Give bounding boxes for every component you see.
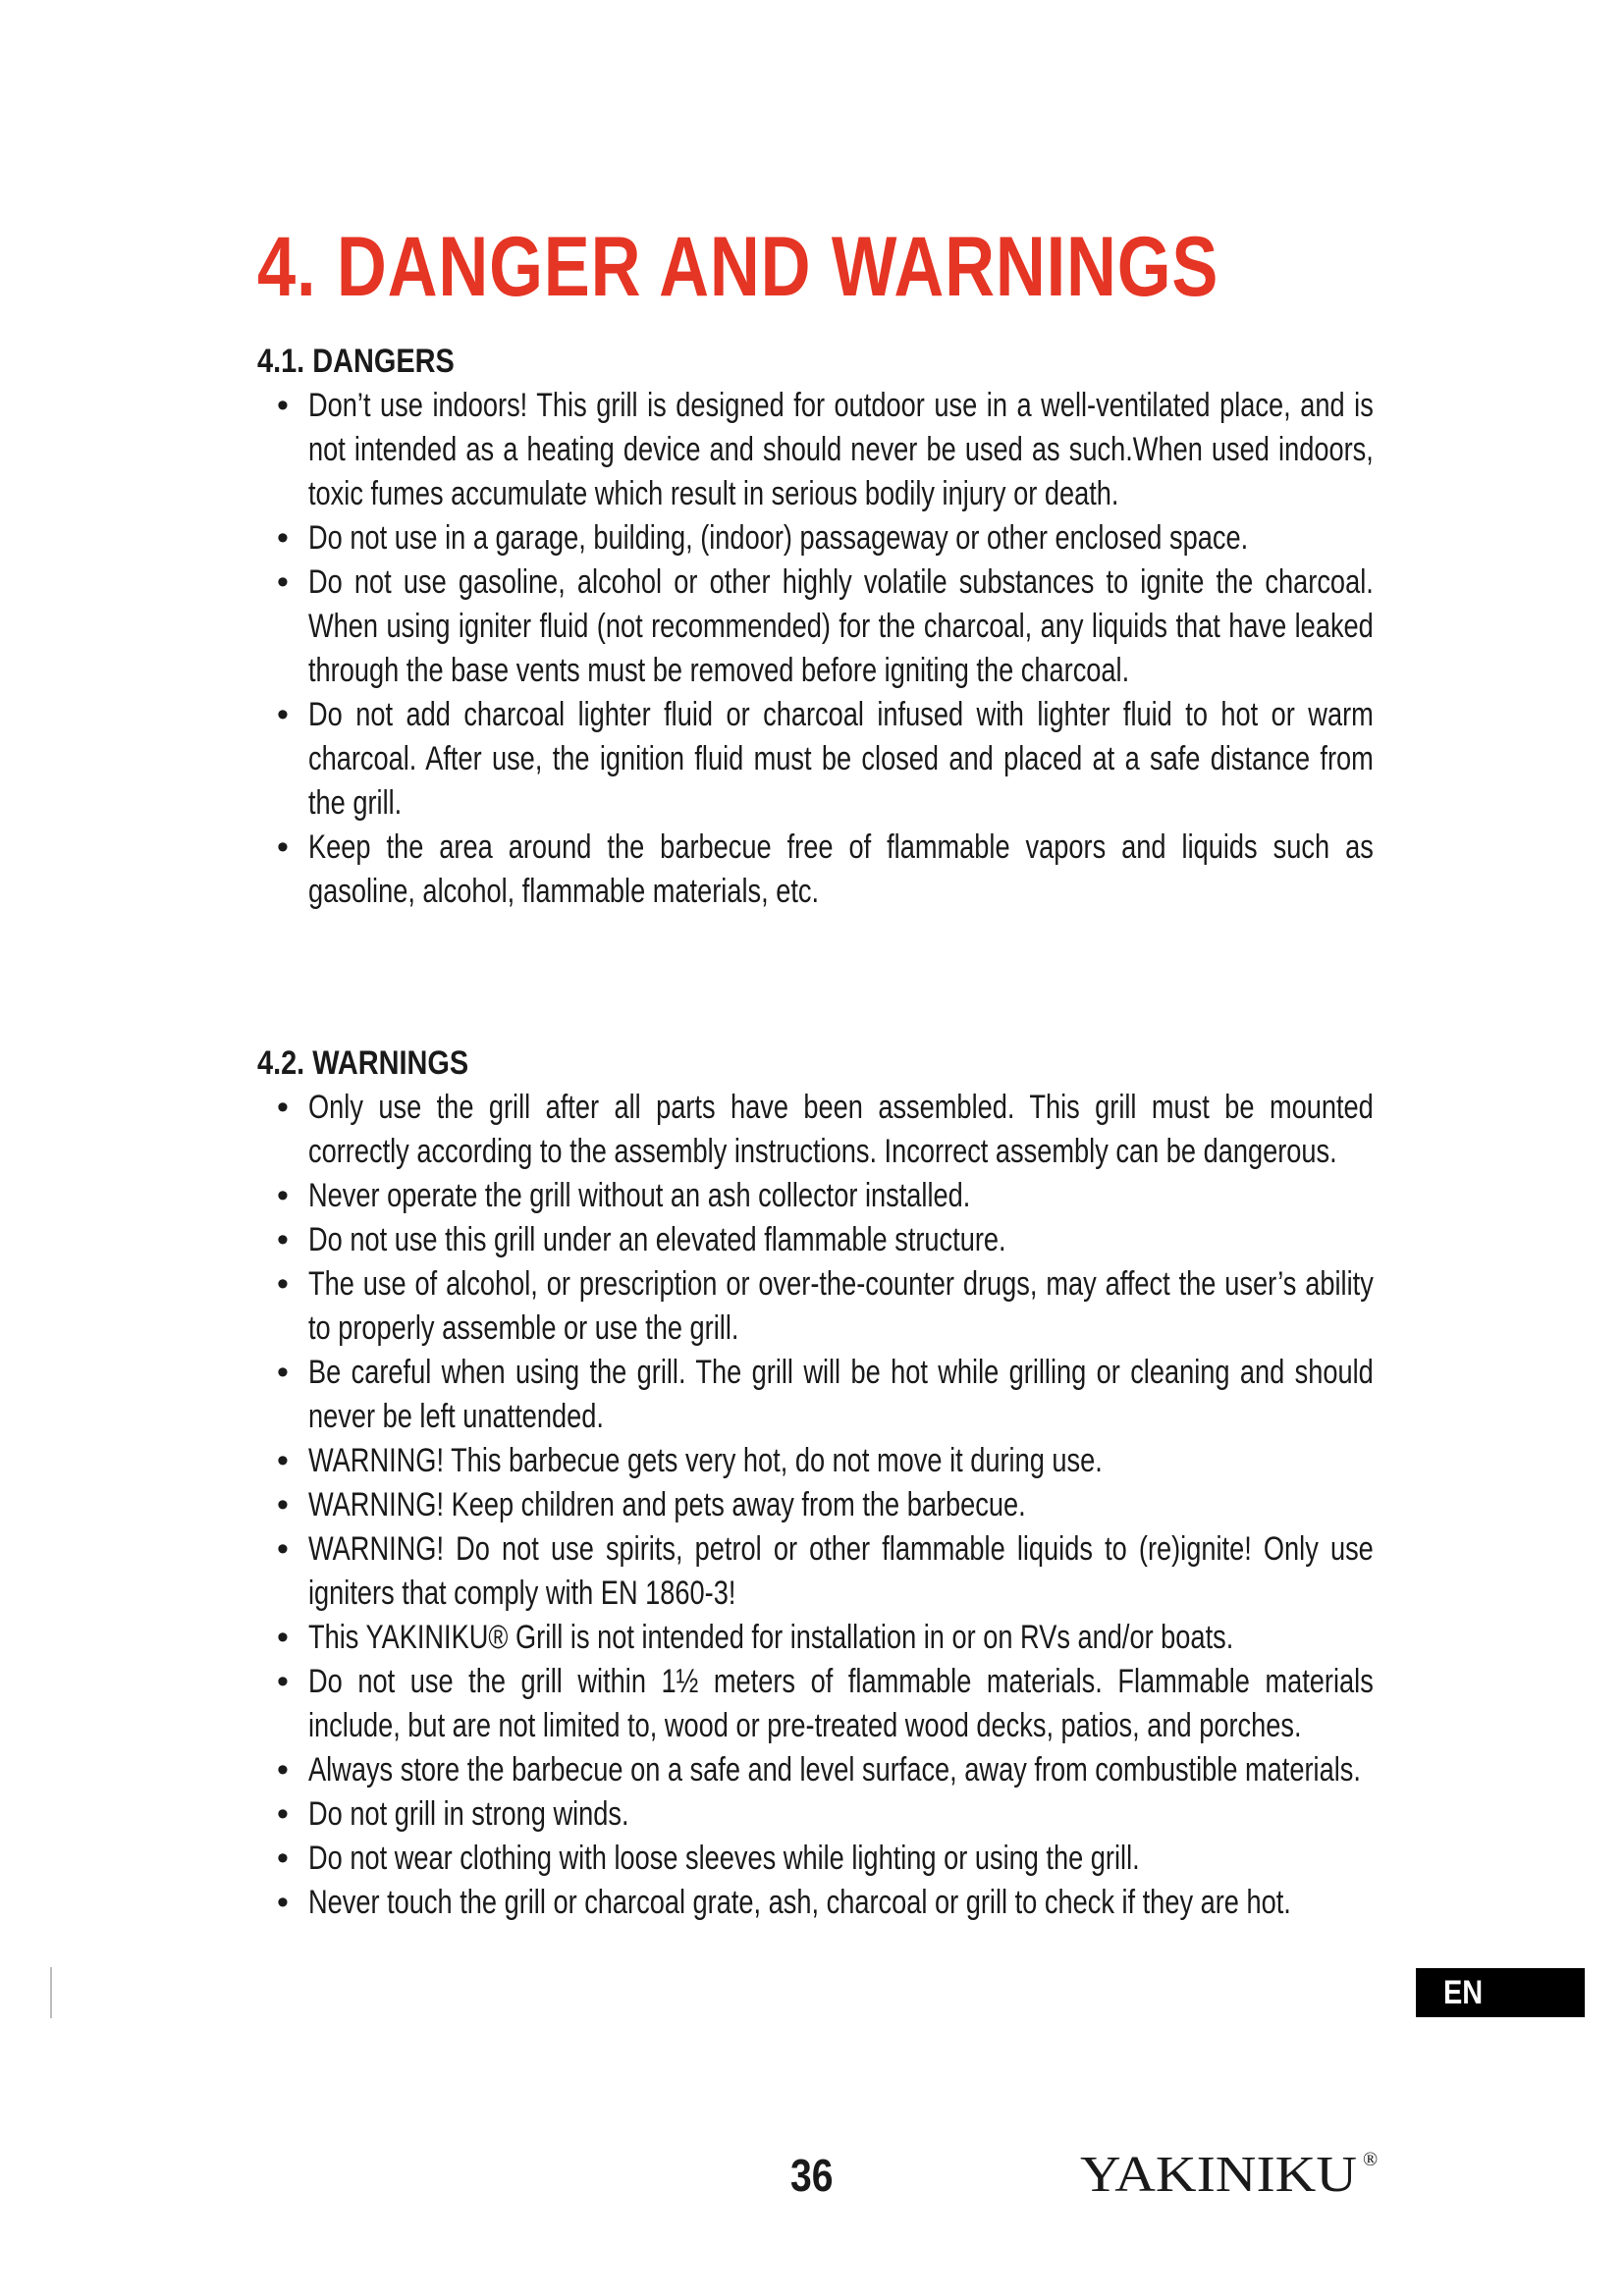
bullet-icon: • — [277, 519, 289, 557]
list-item — [277, 1439, 1386, 1483]
page-title: 4. DANGER AND WARNINGS — [257, 220, 1219, 314]
bullet-icon: • — [277, 828, 289, 866]
list-item — [277, 1218, 1386, 1262]
language-tab — [1416, 1968, 1585, 2017]
warnings-heading: 4.2. WARNINGS — [257, 1044, 469, 1082]
list-item — [277, 826, 1386, 914]
list-item-text: The use of alcohol, or prescription or over-the-counter drugs, may affect the user’s ability to properly assemble or use the grill. — [308, 1265, 1374, 1347]
bullet-icon: • — [277, 1221, 289, 1258]
bullet-icon: • — [277, 696, 289, 733]
margin-rule — [50, 1967, 52, 2018]
dangers-list — [277, 384, 1386, 914]
list-item — [277, 1881, 1386, 1925]
warnings-list — [277, 1086, 1386, 1925]
list-item-text: Do not add charcoal lighter fluid or charcoal infused with lighter fluid to hot or warm charcoal. After use, the ignition fluid must be closed and placed at a safe distance from the grill. — [308, 696, 1374, 822]
brand-wordmark: YAKINIKU — [1080, 2147, 1357, 2203]
list-item-text: WARNING! Do not use spirits, petrol or other flammable liquids to (re)ignite! Only use igniters that comply with EN 1860-3! — [308, 1530, 1374, 1612]
page-number: 36 — [790, 2150, 834, 2201]
list-item-text: Be careful when using the grill. The grill will be hot while grilling or cleaning and should never be left unattended. — [308, 1354, 1374, 1435]
bullet-icon: • — [277, 563, 289, 601]
brand-registered-mark: ® — [1363, 2149, 1379, 2170]
list-item — [277, 1837, 1386, 1881]
bullet-icon: • — [277, 1840, 289, 1877]
list-item-text: Do not grill in strong winds. — [308, 1795, 629, 1833]
list-item — [277, 1483, 1386, 1527]
bullet-icon: • — [277, 1354, 289, 1391]
list-item — [277, 516, 1386, 561]
bullet-icon: • — [277, 1089, 289, 1126]
bullet-icon: • — [277, 1619, 289, 1656]
list-item-text: Don’t use indoors! This grill is designed for outdoor use in a well-ventilated place, and is not intended as a heating device and should never be used as such.When used indoors, toxic fumes accumulate which result in serious bodily injury or death. — [308, 387, 1374, 512]
bullet-icon: • — [277, 1177, 289, 1214]
bullet-icon: • — [277, 387, 289, 424]
bullet-icon: • — [277, 1442, 289, 1479]
list-item — [277, 384, 1386, 516]
bullet-icon: • — [277, 1795, 289, 1833]
bullet-icon: • — [277, 1751, 289, 1789]
list-item — [277, 1262, 1386, 1351]
bullet-icon: • — [277, 1530, 289, 1568]
bullet-icon: • — [277, 1663, 289, 1700]
list-item — [277, 1660, 1386, 1748]
bullet-icon: • — [277, 1265, 289, 1303]
list-item — [277, 1792, 1386, 1837]
list-item — [277, 693, 1386, 826]
list-item-text: Never touch the grill or charcoal grate, ash, charcoal or grill to check if they are hot. — [308, 1884, 1291, 1921]
list-item — [277, 1174, 1386, 1218]
list-item — [277, 1086, 1386, 1174]
list-item-text: Do not use this grill under an elevated flammable structure. — [308, 1221, 1006, 1258]
bullet-icon: • — [277, 1486, 289, 1523]
list-item-text: Do not wear clothing with loose sleeves while lighting or using the grill. — [308, 1840, 1140, 1877]
list-item — [277, 1351, 1386, 1439]
list-item-text: This YAKINIKU® Grill is not intended for installation in or on RVs and/or boats. — [308, 1619, 1234, 1656]
list-item-text: Always store the barbecue on a safe and level surface, away from combustible materials. — [308, 1751, 1361, 1789]
brand-logo — [1080, 2142, 1384, 2205]
list-item-text: WARNING! Keep children and pets away from the barbecue. — [308, 1486, 1026, 1523]
language-tab-label: EN — [1443, 1974, 1484, 2011]
list-item-text: Never operate the grill without an ash collector installed. — [308, 1177, 971, 1214]
list-item-text: Keep the area around the barbecue free of flammable vapors and liquids such as gasoline, alcohol, flammable materials, etc. — [308, 828, 1374, 910]
list-item — [277, 1616, 1386, 1660]
dangers-heading: 4.1. DANGERS — [257, 343, 455, 380]
bullet-icon: • — [277, 1884, 289, 1921]
list-item — [277, 1527, 1386, 1616]
list-item-text: WARNING! This barbecue gets very hot, do not move it during use. — [308, 1442, 1103, 1479]
list-item-text: Do not use in a garage, building, (indoor) passageway or other enclosed space. — [308, 519, 1249, 557]
list-item-text: Only use the grill after all parts have been assembled. This grill must be mounted correctly according to the assembly instructions. Incorrect assembly can be dangerous. — [308, 1089, 1374, 1170]
list-item-text: Do not use the grill within 1½ meters of flammable materials. Flammable materials include, but are not limited to, wood or pre-treated wood decks, patios, and porches. — [308, 1663, 1374, 1744]
list-item — [277, 1748, 1386, 1792]
list-item — [277, 561, 1386, 693]
list-item-text: Do not use gasoline, alcohol or other highly volatile substances to ignite the charcoal. When using igniter fluid (not recommended) for the charcoal, any liquids that have leaked through the base vents must be removed before igniting the charcoal. — [308, 563, 1374, 689]
